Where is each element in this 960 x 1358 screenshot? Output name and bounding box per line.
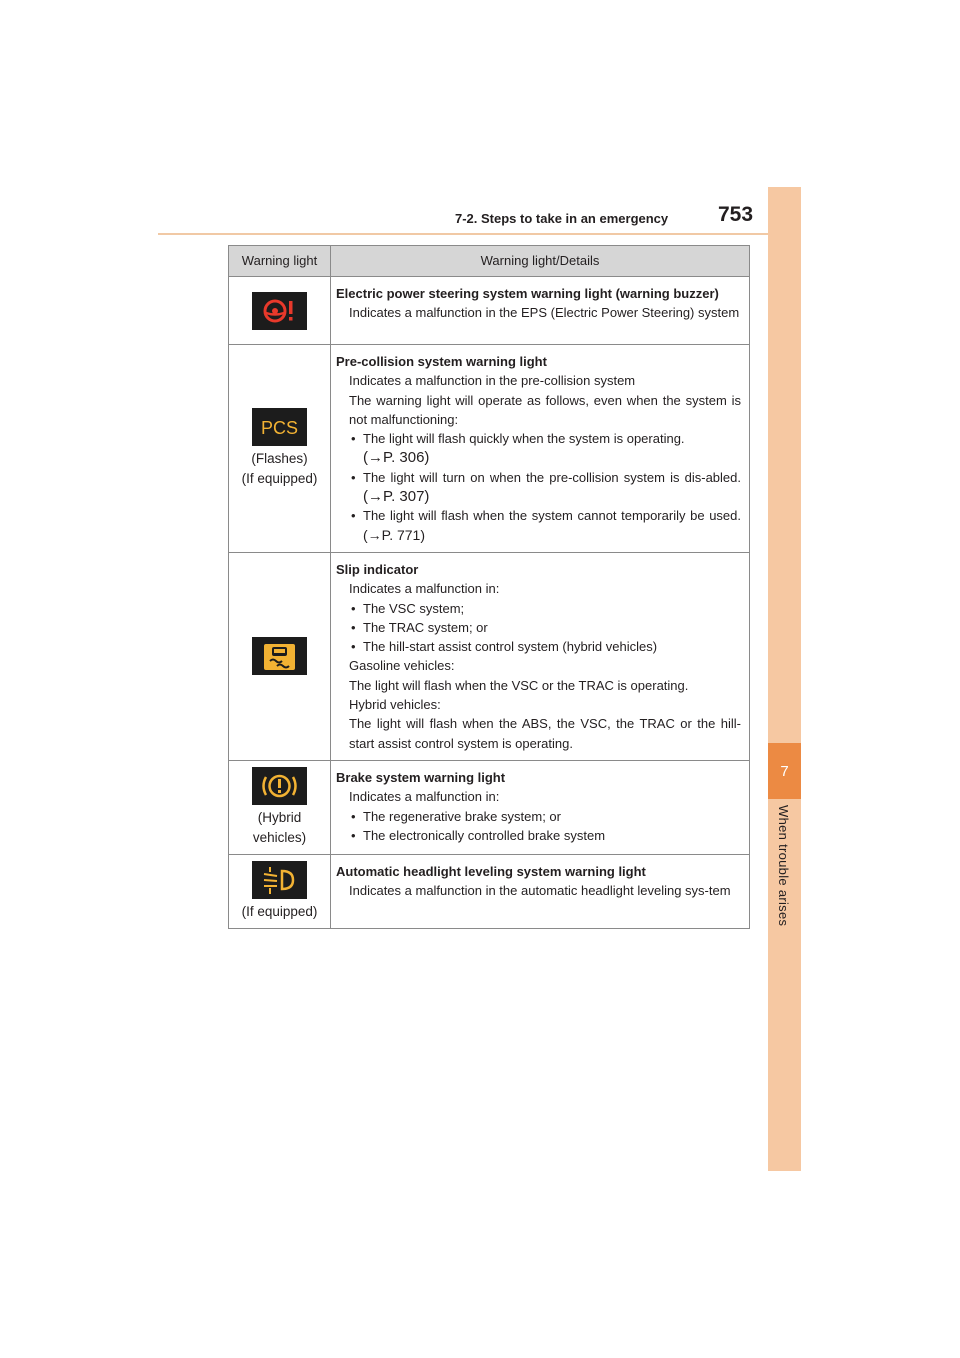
- detail-line: Indicates a malfunction in the EPS (Electric Power Steering) system: [349, 305, 740, 321]
- bullet-text: The light will flash when the system cannot temporarily be used.: [363, 508, 741, 524]
- detail-cell: [331, 345, 750, 553]
- icon-cell: [229, 277, 331, 345]
- pcs-warning-icon: [252, 408, 307, 446]
- bullet-item: • The hill-start assist control system (hybrid vehicles): [336, 637, 741, 656]
- warning-light-table: [228, 245, 750, 929]
- detail-line: Indicates a malfunction in the pre-collision system: [349, 373, 636, 389]
- col-details: Warning light/Details: [331, 246, 750, 277]
- table-header-row: [229, 246, 750, 277]
- table-row: [229, 552, 750, 760]
- bullet-item: [336, 468, 741, 507]
- bullet-item: • The regenerative brake system; or: [336, 807, 741, 826]
- bullet-item: • The VSC system;: [336, 599, 741, 618]
- page-ref[interactable]: (→P. 771): [363, 526, 425, 543]
- detail-cell: [331, 552, 750, 760]
- detail-line: Indicates a malfunction in the automatic headlight leveling sys-tem: [349, 883, 731, 899]
- icon-cell: [229, 552, 331, 760]
- icon-caption: (Hybrid: [257, 809, 302, 825]
- detail-line: Hybrid vehicles:: [349, 697, 441, 713]
- eps-warning-icon: [252, 292, 307, 330]
- side-tab: [768, 187, 801, 1171]
- table-row: [229, 345, 750, 553]
- row-title: Slip indicator: [336, 561, 419, 577]
- page-ref[interactable]: (→P. 307): [363, 488, 430, 506]
- bullet-item: [336, 429, 741, 468]
- row-title: Electric power steering system warning light (warning buzzer): [336, 286, 719, 301]
- icon-caption: (Flashes): [251, 450, 308, 466]
- detail-line: The light will flash when the VSC or the TRAC is operating.: [349, 677, 689, 693]
- brake-warning-icon: [252, 767, 307, 805]
- col-warning-light: Warning light: [229, 246, 331, 277]
- detail-line: Gasoline vehicles:: [349, 658, 455, 674]
- slip-indicator-icon: [252, 637, 307, 675]
- icon-caption: (If equipped): [241, 470, 318, 486]
- table-row: [229, 277, 750, 345]
- bullet-item: • The electronically controlled brake system: [336, 826, 741, 845]
- detail-cell: [331, 854, 750, 928]
- bullet-text: The light will turn on when the pre-collision system is dis-abled.: [363, 469, 741, 485]
- page-number: 753: [718, 203, 754, 226]
- icon-cell: [229, 854, 331, 928]
- pcs-icon-text: PCS: [260, 417, 299, 438]
- page-ref[interactable]: (→P. 306): [363, 449, 430, 467]
- headlight-leveling-icon: [252, 861, 307, 899]
- detail-cell: [331, 760, 750, 854]
- detail-cell: [331, 277, 750, 345]
- bullet-item: • The TRAC system; or: [336, 618, 741, 637]
- row-title: Automatic headlight leveling system warning light: [336, 863, 646, 879]
- detail-line: The warning light will operate as follows, even when the system is not malfunctioning:: [349, 392, 741, 427]
- icon-cell: [229, 760, 331, 854]
- chapter-number: 7: [768, 743, 801, 799]
- section-title: 7-2. Steps to take in an emergency: [455, 211, 669, 226]
- chapter-title: When trouble arises: [776, 805, 791, 927]
- table-row: [229, 760, 750, 854]
- bullet-text: The light will flash quickly when the system is operating.: [363, 431, 685, 447]
- icon-caption: vehicles): [252, 829, 307, 845]
- detail-line: Indicates a malfunction in:: [349, 581, 500, 597]
- bullet-item: [336, 506, 741, 545]
- detail-line: The light will flash when the ABS, the VSC, the TRAC or the hill-start assist control system is operating.: [349, 716, 741, 751]
- detail-line: Indicates a malfunction in:: [349, 789, 500, 805]
- header-rule: [158, 233, 800, 235]
- icon-cell: [229, 345, 331, 553]
- row-title: Pre-collision system warning light: [336, 354, 547, 369]
- icon-caption: (If equipped): [241, 903, 318, 919]
- table-row: [229, 854, 750, 928]
- row-title: Brake system warning light: [336, 769, 506, 785]
